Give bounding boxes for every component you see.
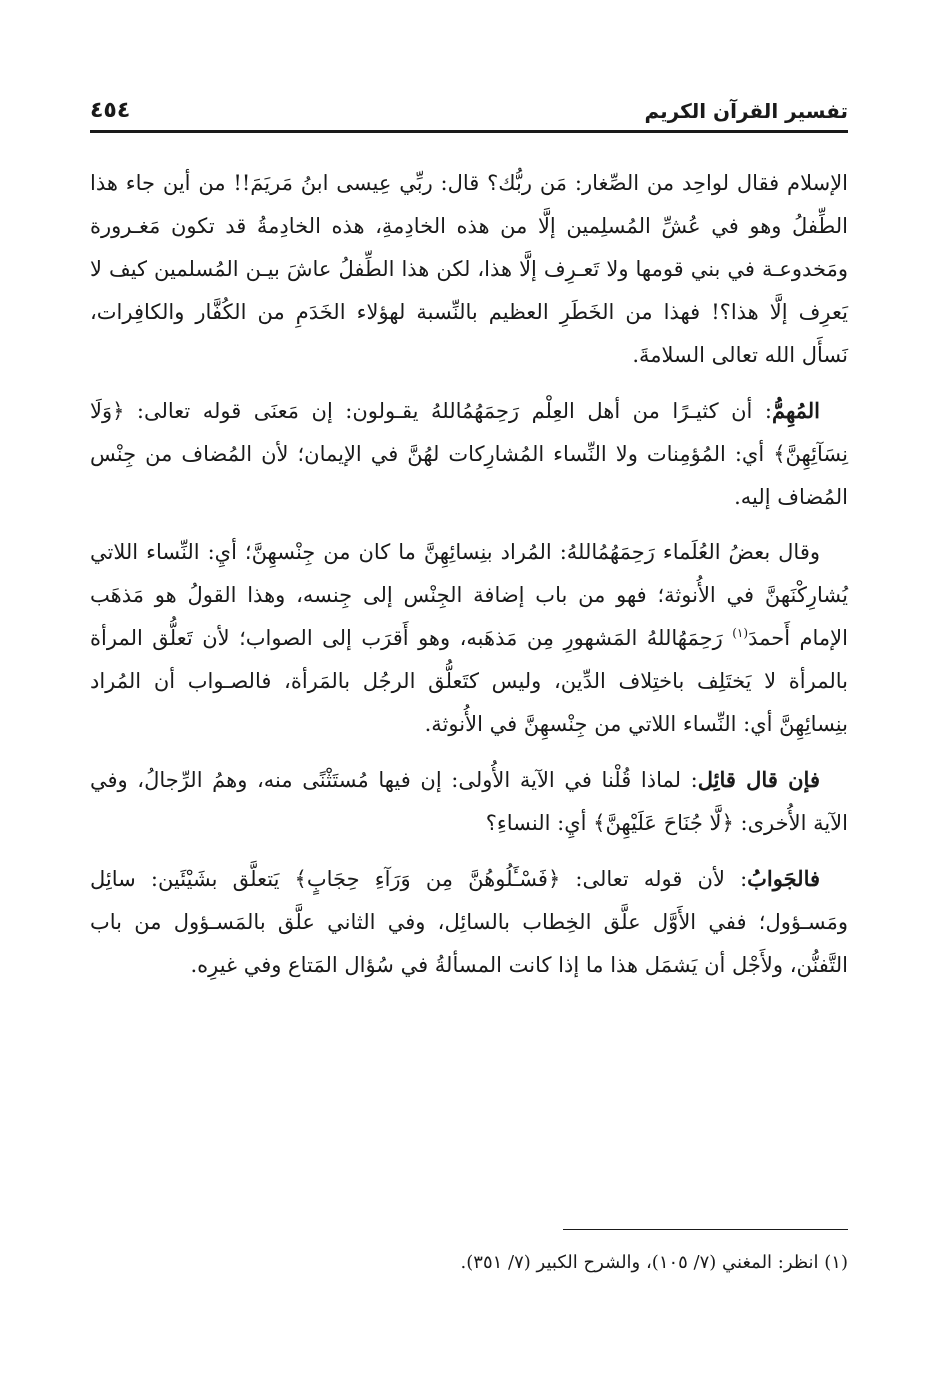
page-number: ٤٥٤ xyxy=(90,98,131,123)
main-text xyxy=(90,162,848,999)
paragraph-text-continued: رَحِمَهُاللهُ المَشهورِ مِن مَذهَبه، وهو أَقرَب إلى الصواب؛ لأن تَعلُّق المرأة بالمرأة لا يَختَلِف باختِلاف الدِّين، وليس كتَعلُّق الرجُل بالمَرأة، فالصـواب أن المُراد بنِسائِهِنَّ أي: النِّساء اللاتي من جِنْسهِنَّ في الأُنوثة. xyxy=(90,626,848,736)
footnote-reference[interactable]: (١) xyxy=(732,626,749,640)
paragraph-2 xyxy=(90,389,848,519)
page-header xyxy=(90,96,848,130)
paragraph-text: وقال بعضُ العُلَماء رَحِمَهُمُاللهُ: المُراد بنِسائِهِنَّ ما كان من جِنْسهِنَّ؛ أيِ: النِّساء اللاتي يُشارِكْنَهنَّ في الأُنوثة؛ فهو من باب إضافة الجِنْس إلى جِنسه، وهذا القولُ هو مَذهَب الإمام أَحمدَ xyxy=(90,540,848,650)
footnote: (١) انظر: المغني (٧/ ١٠٥)، والشرح الكبير (٧/ ٣٥١). xyxy=(460,1252,848,1273)
paragraph-text: : لأن قوله تعالى: ﴿فَسْـَٔلُوهُنَّ مِن وَرَآءِ حِجَابٍ﴾ يَتعلَّق بشَيْئَين: سائِل ومَسـؤول؛ ففي الأَوَّل علَّق الخِطاب بالسائِل، وفي الثاني علَّق بالمَسـؤول من باب التَّفنُّن، ولأَجْل أن يَشمَل هذا ما إذا كانت المسألةُ في سُؤال المَتاع وفي غيرِه. xyxy=(90,867,848,977)
paragraph-lead: فإن قال قائِل xyxy=(697,767,820,792)
paragraph-lead: فالجَوابُ xyxy=(747,866,820,891)
footnote-divider xyxy=(563,1229,848,1230)
paragraph-text: الإسلام فقال لواحِد من الصِّغار: مَن ربُّك؟ قال: ربِّي عِيسى ابنُ مَريَمَ!! من أين جاء هذا الطِّفلُ وهو في عُشِّ المُسلِمين إلَّا من هذه الخادِمةِ، هذه الخادِمةُ قد تكون مَغـرورة ومَخدوعـة في بني قومها ولا تَعـرِف إلَّا هذا، لكن هذا الطِّفلُ عاشَ بيـن المُسلمين كيف لا يَعرِف إلَّا هذا؟! فهذا من الخَطَرِ العظيم بالنِّسبة لهؤلاء الخَدَمِ من الكُفَّار والكافِرات، نَسأَل الله تعالى السلامةَ. xyxy=(90,171,848,367)
paragraph-3 xyxy=(90,531,848,746)
paragraph-text: : أن كثيـرًا من أهل العِلْم رَحِمَهُمُاللهُ يقـولون: إن مَعنَى قوله تعالى: ﴿وَلَا نِسَآئِهِنَّ﴾ أي: المُؤمِنات ولا النِّساء المُشارِكات لهُنَّ في الإيمان؛ لأن المُضاف من جِنْس المُضاف إليه. xyxy=(90,399,848,509)
paragraph-4 xyxy=(90,758,848,845)
book-title: تفسير القرآن الكريم xyxy=(644,99,848,123)
paragraph-1 xyxy=(90,162,848,377)
paragraph-lead: المُهِمُّ xyxy=(771,398,820,423)
paragraph-5 xyxy=(90,857,848,987)
header-divider xyxy=(90,130,848,133)
paragraph-text: : لماذا قُلْنا في الآية الأُولى: إن فيها مُستَثْنًى منه، وهمُ الرِّجالُ، وفي الآية الأُخرى: ﴿لَّا جُنَاحَ عَلَيْهِنَّ﴾ أيِ: النساءِ؟ xyxy=(90,768,848,835)
